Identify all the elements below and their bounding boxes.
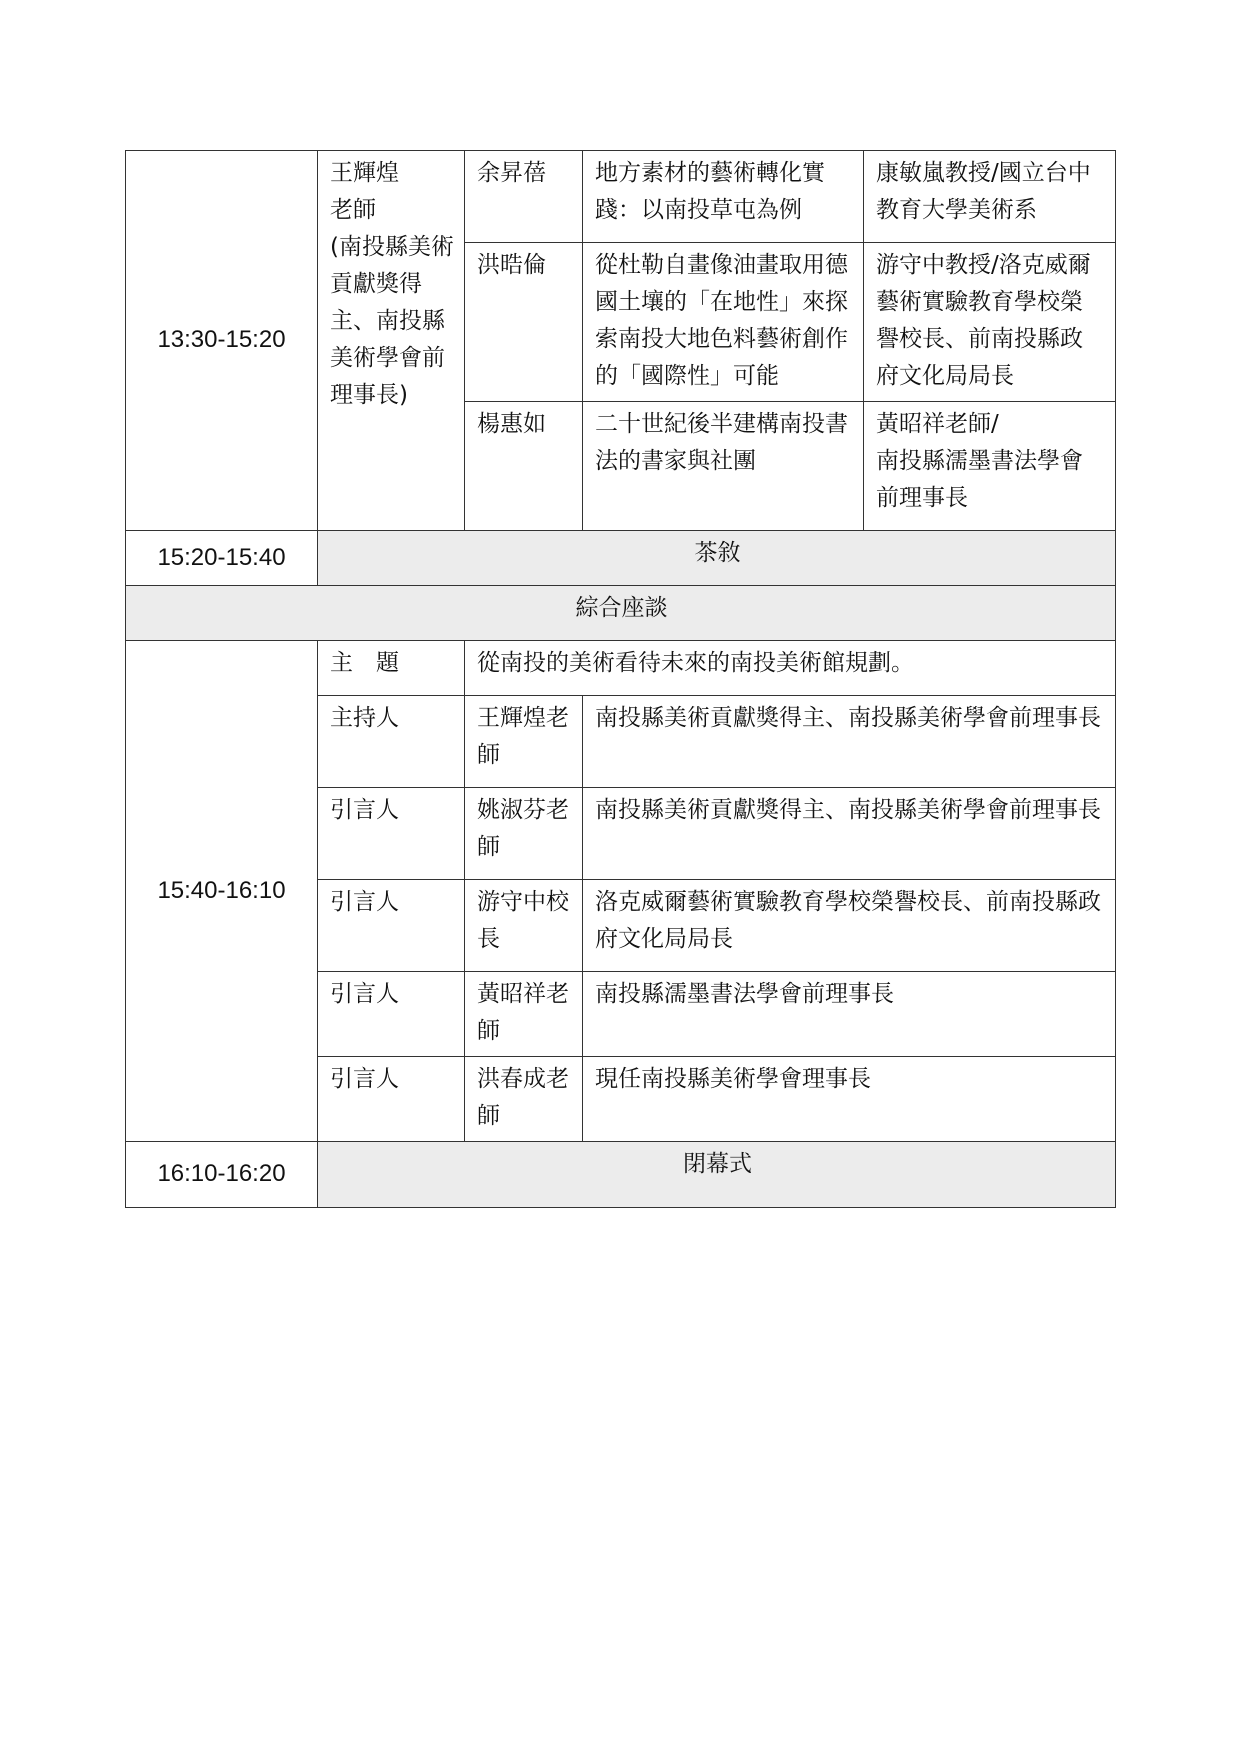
session-row	[126, 151, 1116, 243]
forum-topic-label: 主 題	[318, 641, 465, 696]
closing-row	[126, 1142, 1116, 1208]
session-host: 王輝煌 老師 (南投縣美術貢獻獎得主、南投縣美術學會前理事長)	[318, 151, 465, 531]
talk-discussant: 康敏嵐教授/國立台中教育大學美術系	[864, 151, 1116, 243]
talk-title: 二十世紀後半建構南投書法的書家與社團	[583, 402, 864, 531]
forum-desc: 南投縣美術貢獻獎得主、南投縣美術學會前理事長	[583, 696, 1116, 788]
tea-break-label: 茶敘	[318, 531, 1116, 586]
tea-break-row	[126, 531, 1116, 586]
talk-title: 地方素材的藝術轉化實踐：以南投草屯為例	[583, 151, 864, 243]
forum-role: 引言人	[318, 788, 465, 880]
forum-name: 洪春成老師	[465, 1057, 583, 1142]
forum-heading: 綜合座談	[126, 586, 1116, 641]
forum-topic: 從南投的美術看待未來的南投美術館規劃。	[465, 641, 1116, 696]
forum-name: 黃昭祥老師	[465, 972, 583, 1057]
forum-desc: 南投縣濡墨書法學會前理事長	[583, 972, 1116, 1057]
talk-speaker: 楊惠如	[465, 402, 583, 531]
forum-role: 引言人	[318, 972, 465, 1057]
schedule-table	[125, 150, 1116, 1208]
forum-name: 游守中校長	[465, 880, 583, 972]
session-time: 13:30-15:20	[126, 151, 318, 531]
talk-discussant: 黃昭祥老師/ 南投縣濡墨書法學會前理事長	[864, 402, 1116, 531]
forum-heading-row	[126, 586, 1116, 641]
forum-name: 姚淑芬老師	[465, 788, 583, 880]
forum-time: 15:40-16:10	[126, 641, 318, 1142]
forum-desc: 現任南投縣美術學會理事長	[583, 1057, 1116, 1142]
forum-desc: 南投縣美術貢獻獎得主、南投縣美術學會前理事長	[583, 788, 1116, 880]
forum-topic-row	[126, 641, 1116, 696]
forum-role: 引言人	[318, 1057, 465, 1142]
forum-role: 主持人	[318, 696, 465, 788]
talk-title: 從杜勒自畫像油畫取用德國土壤的「在地性」來探索南投大地色料藝術創作的「國際性」可能	[583, 243, 864, 402]
closing-time: 16:10-16:20	[126, 1142, 318, 1208]
talk-speaker: 洪晧倫	[465, 243, 583, 402]
forum-role: 引言人	[318, 880, 465, 972]
closing-label: 閉幕式	[318, 1142, 1116, 1208]
forum-name: 王輝煌老師	[465, 696, 583, 788]
talk-speaker: 余昇蓓	[465, 151, 583, 243]
talk-discussant: 游守中教授/洛克威爾藝術實驗教育學校榮譽校長、前南投縣政府文化局局長	[864, 243, 1116, 402]
tea-break-time: 15:20-15:40	[126, 531, 318, 586]
forum-desc: 洛克威爾藝術實驗教育學校榮譽校長、前南投縣政府文化局局長	[583, 880, 1116, 972]
